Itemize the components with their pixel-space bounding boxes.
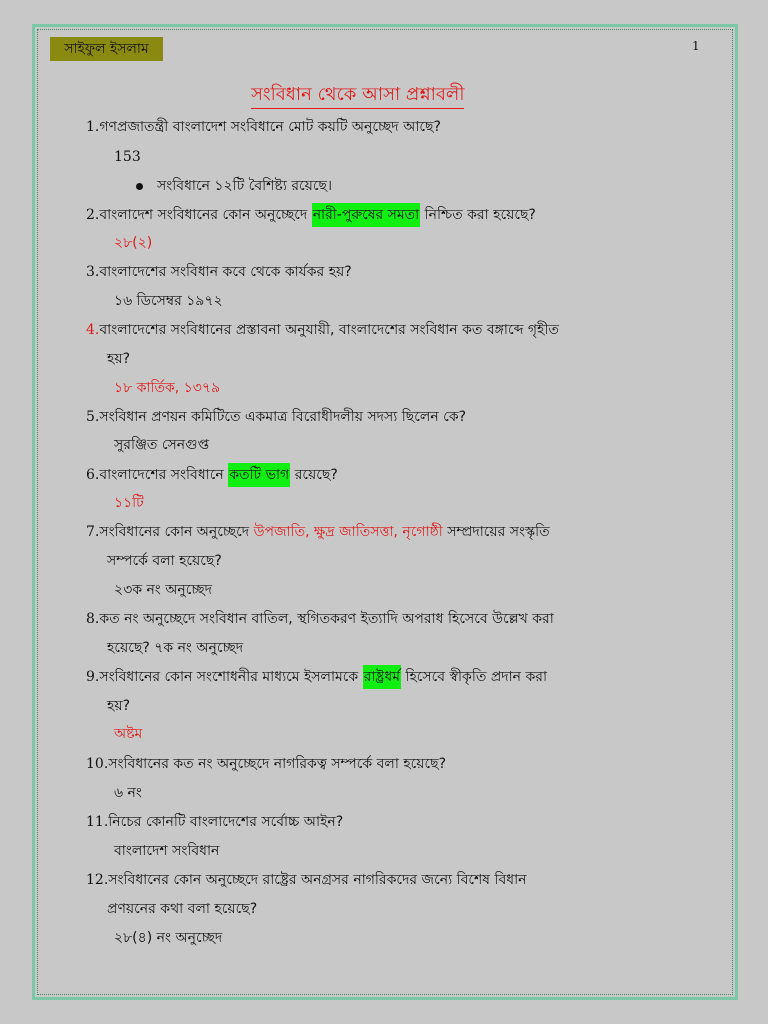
answer-10: ৬ নং: [114, 785, 142, 801]
page-number: 1: [692, 39, 700, 53]
answer-9: অষ্টম: [114, 726, 143, 742]
answer-7: ২৩ক নং অনুচ্ছেদ: [114, 582, 212, 598]
note-1: সংবিধানে ১২টি বৈশিষ্ট্য রয়েছে।: [157, 178, 333, 194]
author-label: সাইফুল ইসলাম: [50, 37, 163, 61]
question-8: 8.কত নং অনুচ্ছেদে সংবিধান বাতিল, স্থগিতকরণ ইত্যাদি অপরাধ হিসেবে উল্লেখ করা: [86, 611, 554, 627]
question-8-cont: হয়েছে? ৭ক নং অনুচ্ছেদ: [107, 640, 244, 656]
answer-3: ১৬ ডিসেম্বর ১৯৭২: [114, 293, 223, 309]
highlight: রাষ্ট্রধর্ম: [363, 665, 401, 689]
question-7-cont: সম্পর্কে বলা হয়েছে?: [107, 553, 222, 569]
answer-1: 153: [114, 149, 141, 165]
question-5: 5.সংবিধান প্রণয়ন কমিটিতে একমাত্র বিরোধীদলীয় সদস্য ছিলেন কে?: [86, 409, 467, 425]
question-9: 9.সংবিধানের কোন সংশোধনীর মাধ্যমে ইসলামকে রাষ্ট্রধর্ম হিসেবে স্বীকৃতি প্রদান করা: [86, 666, 547, 688]
question-12-cont: প্রণয়নের কথা বলা হয়েছে?: [107, 901, 258, 917]
question-11: 11.নিচের কোনটি বাংলাদেশের সর্বোচ্চ আইন?: [86, 814, 344, 830]
question-2: 2.বাংলাদেশ সংবিধানের কোন অনুচ্ছেদে নারী-পুরুষের সমতা নিশ্চিত করা হয়েছে?: [86, 204, 536, 226]
question-4: 4.বাংলাদেশের সংবিধানের প্রস্তাবনা অনুযায়ী, বাংলাদেশের সংবিধান কত বঙ্গাব্দে গৃহীত: [86, 322, 559, 338]
answer-12: ২৮(৪) নং অনুচ্ছেদ: [114, 930, 223, 946]
question-10: 10.সংবিধানের কত নং অনুচ্ছেদে নাগরিকত্ব সম্পর্কে বলা হয়েছে?: [86, 756, 447, 772]
question-1: 1.গণপ্রজাতন্ত্রী বাংলাদেশ সংবিধানে মোট কয়টি অনুচ্ছেদ আছে?: [86, 119, 441, 135]
question-9-cont: হয়?: [107, 698, 131, 714]
question-12: 12.সংবিধানের কোন অনুচ্ছেদে রাষ্ট্রের অনগ্রসর নাগরিকদের জন্যে বিশেষ বিধান: [86, 872, 527, 888]
answer-5: সুরঞ্জিত সেনগুপ্ত: [114, 437, 210, 453]
answer-4: ১৮ কার্তিক, ১৩৭৯: [114, 380, 221, 396]
question-7: 7.সংবিধানের কোন অনুচ্ছেদে উপজাতি, ক্ষুদ্র জাতিসত্তা, নৃগোষ্ঠী সম্প্রদায়ের সংস্কৃতি: [86, 524, 550, 540]
answer-6: ১১টি: [114, 495, 144, 511]
question-3: 3.বাংলাদেশের সংবিধান কবে থেকে কার্যকর হয়?: [86, 264, 352, 280]
page-title: সংবিধান থেকে আসা প্রশ্নাবলী: [251, 83, 464, 109]
highlight: নারী-পুরুষের সমতা: [312, 203, 421, 227]
highlight: কতটি ভাগ: [228, 463, 290, 487]
answer-2: ২৮(২): [114, 235, 153, 251]
answer-11: বাংলাদেশ সংবিধান: [114, 843, 220, 859]
question-6: 6.বাংলাদেশের সংবিধানে কতটি ভাগ রয়েছে?: [86, 464, 338, 486]
bullet-icon: [136, 183, 143, 190]
question-4-cont: হয়?: [107, 351, 131, 367]
